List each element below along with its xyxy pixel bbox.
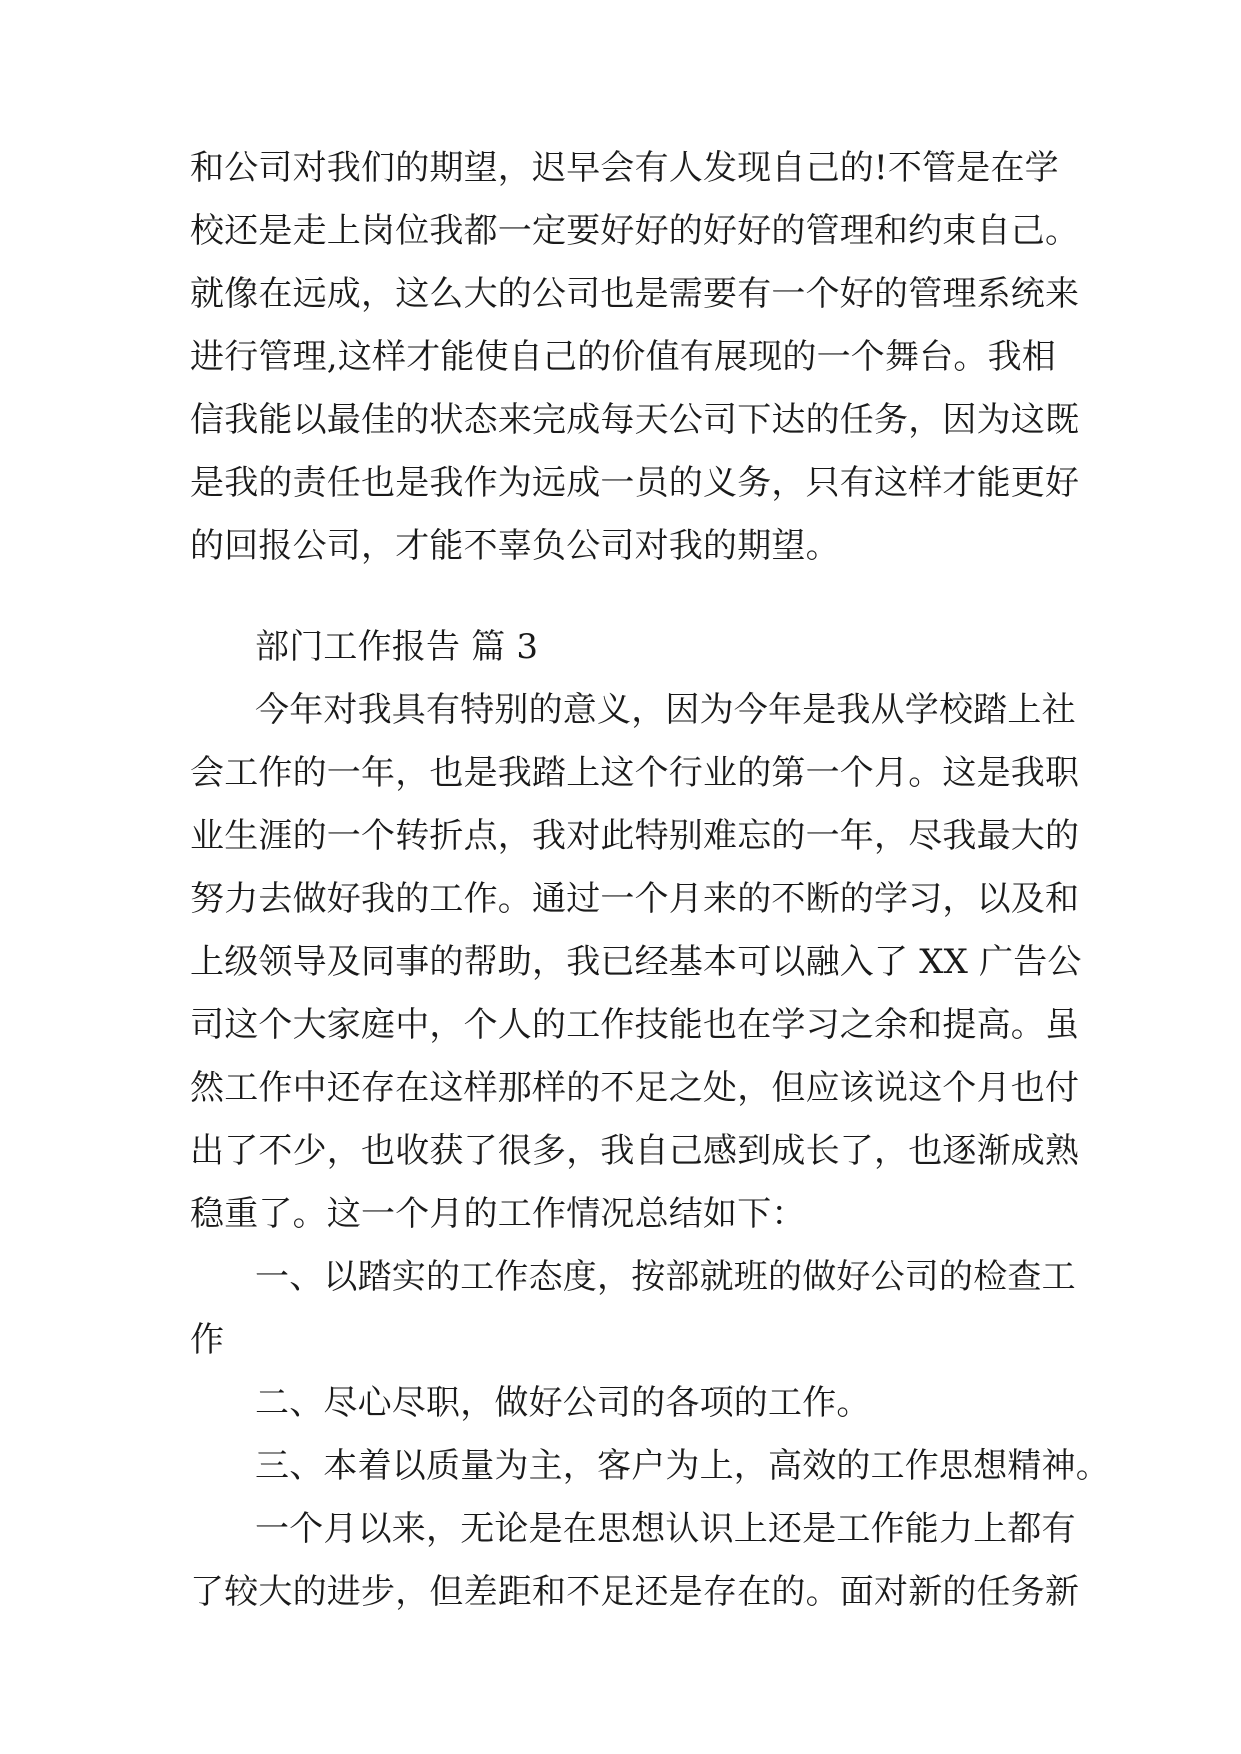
- paragraph-line: 出了不少，也收获了很多，我自己感到成长了，也逐渐成熟: [190, 1131, 1080, 1171]
- paragraph-line: 会工作的一年，也是我踏上这个行业的第一个月。这是我职: [190, 753, 1080, 793]
- paragraph-line: 是我的责任也是我作为远成一员的义务，只有这样才能更好: [190, 463, 1080, 503]
- section-heading: 部门工作报告 篇 3: [255, 627, 539, 667]
- paragraph-line: 今年对我具有特别的意义，因为今年是我从学校踏上社: [255, 690, 1076, 730]
- list-item-line: 三、本着以质量为主，客户为上，高效的工作思想精神。: [255, 1446, 1110, 1486]
- paragraph-line: 进行管理,这样才能使自己的价值有展现的一个舞台。我相: [190, 337, 1057, 377]
- paragraph-line: 司这个大家庭中，个人的工作技能也在学习之余和提高。虽: [190, 1005, 1080, 1045]
- paragraph-line: 稳重了。这一个月的工作情况总结如下：: [190, 1194, 806, 1234]
- paragraph-line: 一个月以来，无论是在思想认识上还是工作能力上都有: [255, 1509, 1076, 1549]
- paragraph-line: 和公司对我们的期望，迟早会有人发现自己的!不管是在学: [190, 148, 1059, 188]
- paragraph-line: 努力去做好我的工作。通过一个月来的不断的学习，以及和: [190, 879, 1080, 919]
- paragraph-line: 上级领导及同事的帮助，我已经基本可以融入了 XX 广告公: [190, 942, 1082, 982]
- list-item-line: 一、以踏实的工作态度，按部就班的做好公司的检查工: [255, 1257, 1076, 1297]
- paragraph-line: 校还是走上岗位我都一定要好好的好好的管理和约束自己。: [190, 211, 1080, 251]
- list-item-line: 作: [190, 1320, 225, 1360]
- paragraph-line: 了较大的进步，但差距和不足还是存在的。面对新的任务新: [190, 1572, 1080, 1612]
- paragraph-line: 的回报公司，才能不辜负公司对我的期望。: [190, 526, 840, 566]
- paragraph-line: 信我能以最佳的状态来完成每天公司下达的任务，因为这既: [190, 400, 1080, 440]
- paragraph-line: 业生涯的一个转折点，我对此特别难忘的一年，尽我最大的: [190, 816, 1080, 856]
- paragraph-line: 就像在远成，这么大的公司也是需要有一个好的管理系统来: [190, 274, 1080, 314]
- list-item-line: 二、尽心尽职，做好公司的各项的工作。: [255, 1383, 871, 1423]
- paragraph-line: 然工作中还存在这样那样的不足之处，但应该说这个月也付: [190, 1068, 1080, 1108]
